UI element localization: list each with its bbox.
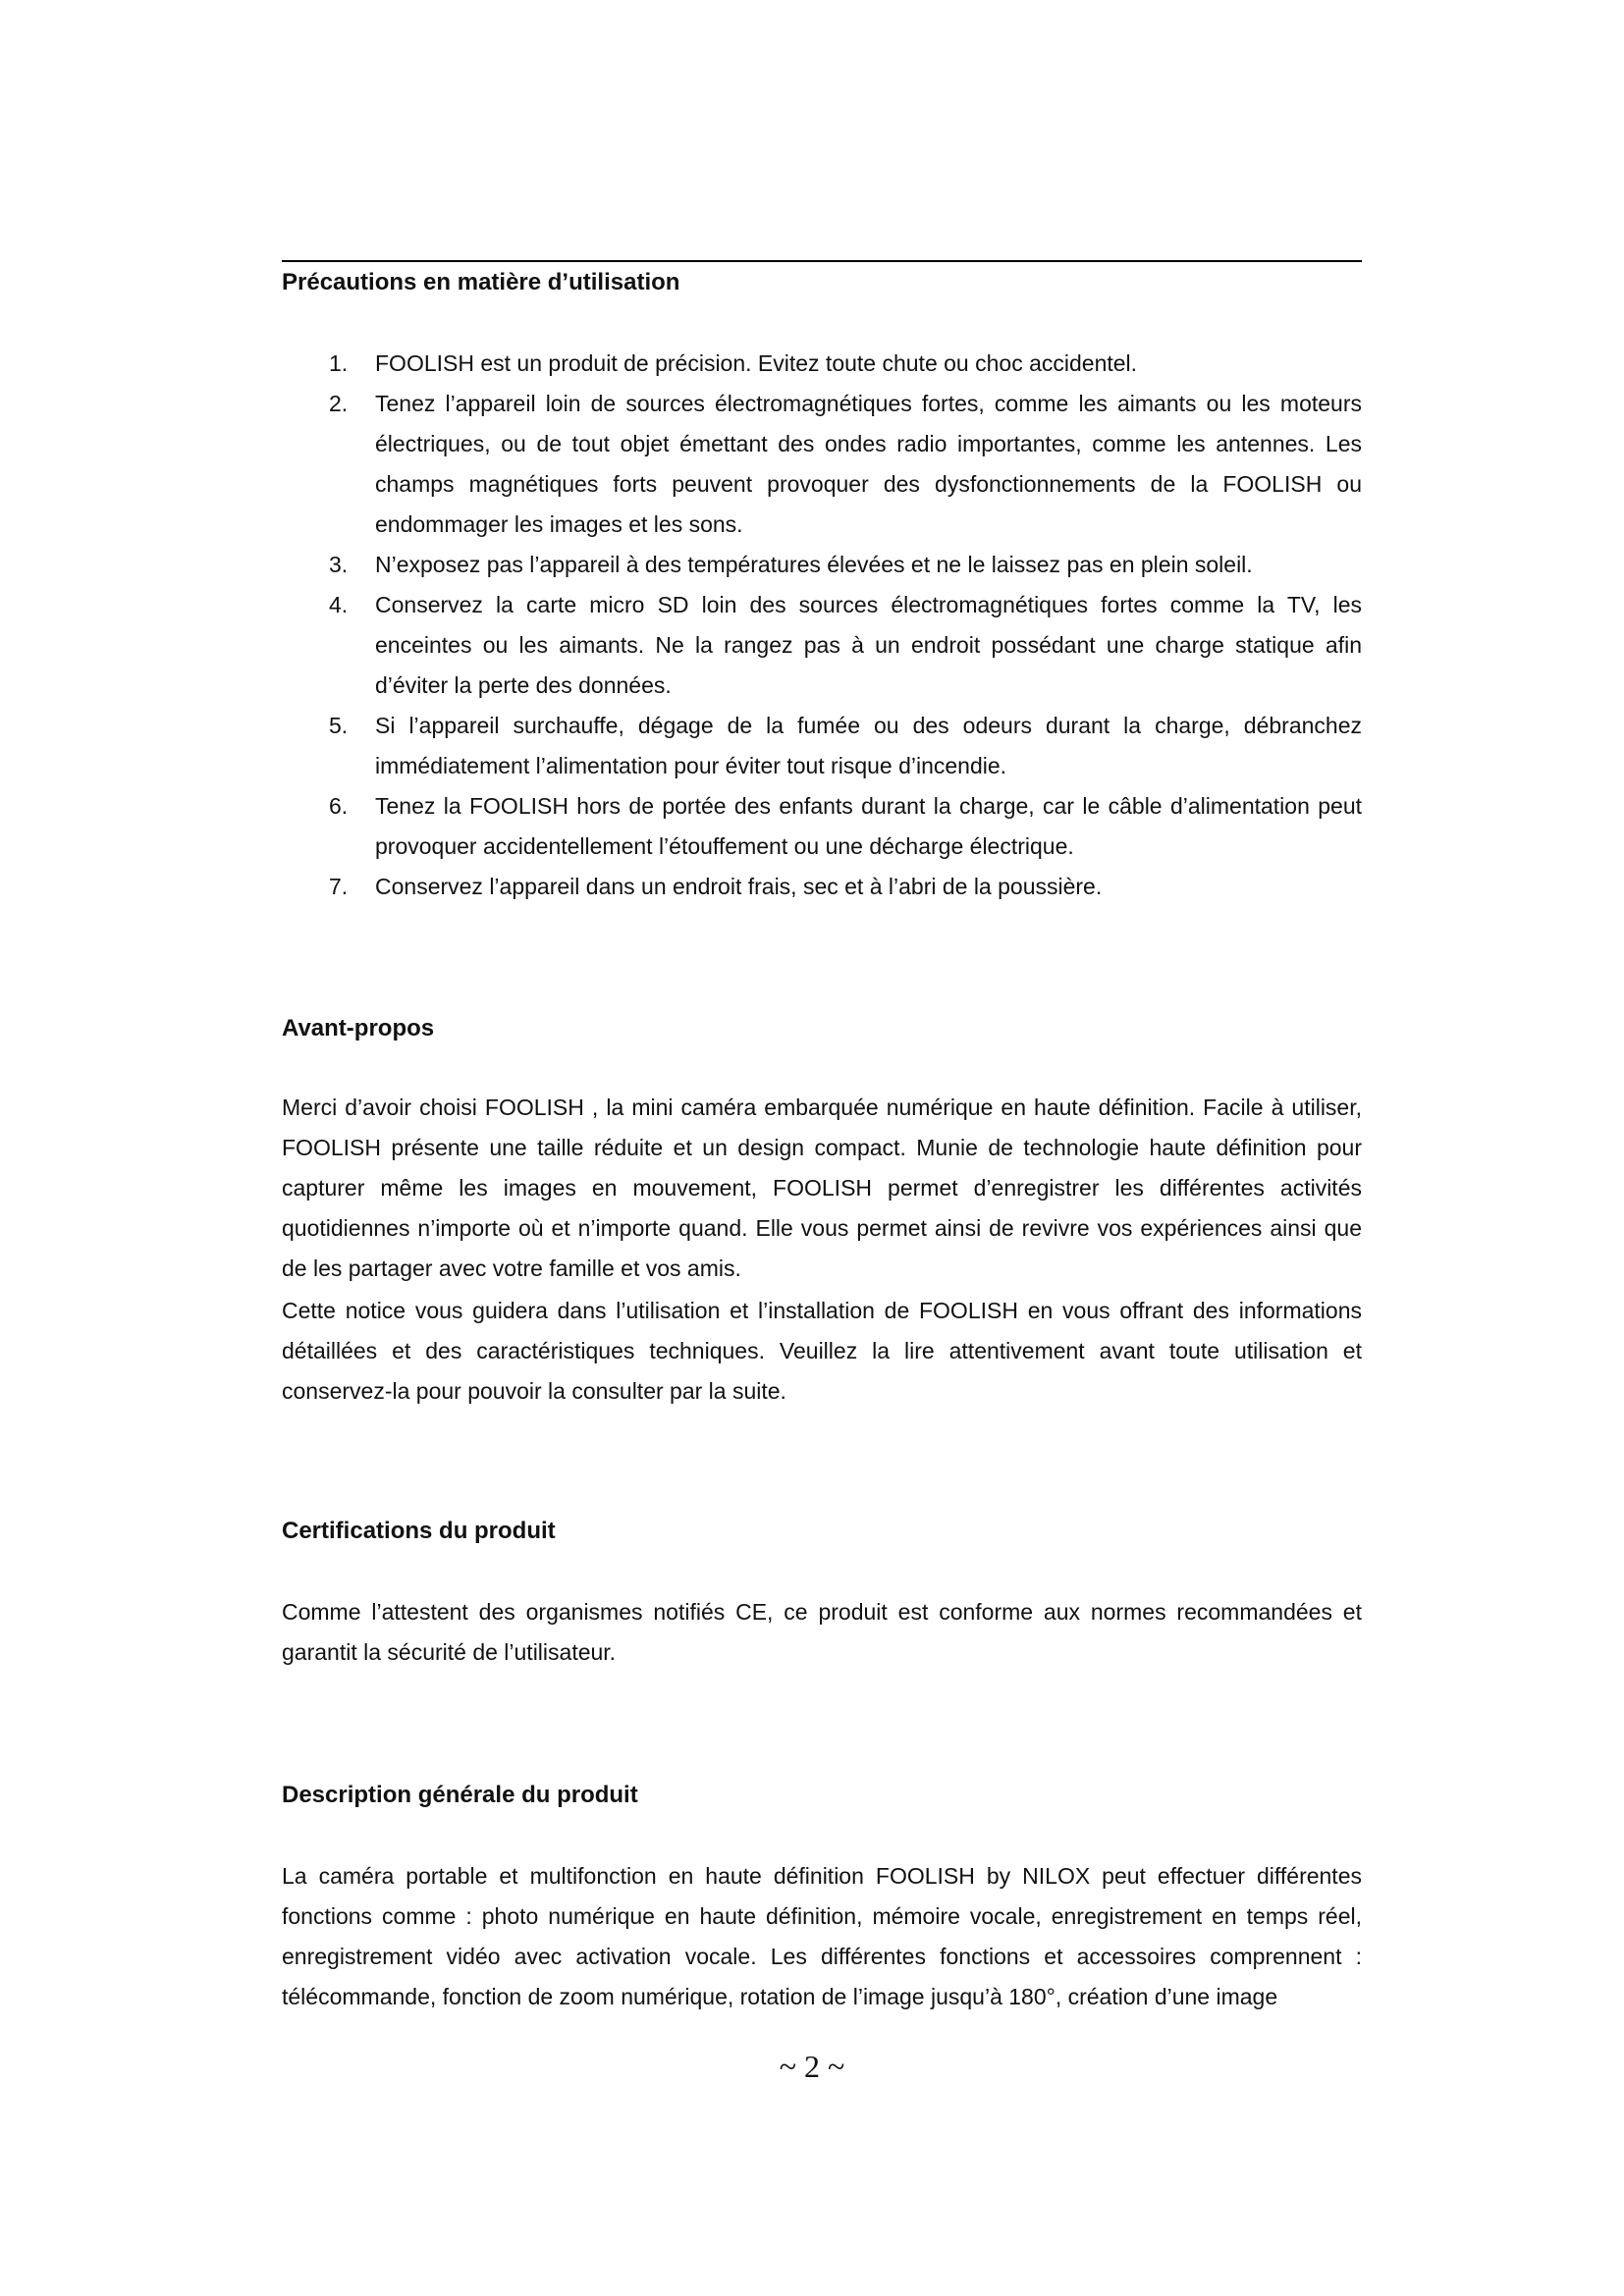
list-item-number: 6. xyxy=(329,793,349,819)
list-item-text: Tenez l’appareil loin de sources électromagnétiques fortes, comme les aimants ou les moteurs électriques, ou de tout objet émettant des ondes radio importantes, comme les antennes. Les champs magnétiques forts peuvent provoquer des dysfonctionnements de la FOOLISH ou endommager les images et les sons. xyxy=(375,391,1362,537)
precautions-heading: Précautions en matière d’utilisation xyxy=(282,269,680,295)
certifications-paragraph: Comme l’attestent des organismes notifiés CE, ce produit est conforme aux normes recommandées et garantit la sécurité de l’utilisateur. xyxy=(282,1599,1362,1665)
foreword-paragraph-2: Cette notice vous guidera dans l’utilisation et l’installation de FOOLISH en vous offrant des informations détaillées et des caractéristiques techniques. Veuillez la lire attentivement avant toute utilisation et conservez-la pour pouvoir la consulter par la suite. xyxy=(282,1298,1362,1404)
list-item-number: 1. xyxy=(329,350,349,376)
list-item xyxy=(282,867,1362,907)
top-horizontal-rule xyxy=(282,260,1362,262)
list-item xyxy=(282,545,1362,585)
description-paragraph: La caméra portable et multifonction en haute définition FOOLISH by NILOX peut effectuer différentes fonctions comme : photo numérique en haute définition, mémoire vocale, enregistrement en temps réel, enregistrement vidéo avec activation vocale. Les différentes fonctions et accessoires comprennent : télécommande, fonction de zoom numérique, rotation de l’image jusqu’à 180°, création d’une image xyxy=(282,1863,1362,2009)
list-item-text: Si l’appareil surchauffe, dégage de la fumée ou des odeurs durant la charge, débranchez immédiatement l’alimentation pour éviter tout risque d’incendie. xyxy=(375,713,1362,778)
list-item-text: FOOLISH est un produit de précision. Evitez toute chute ou choc accidentel. xyxy=(375,350,1138,376)
list-item xyxy=(282,786,1362,867)
list-item-number: 3. xyxy=(329,552,349,577)
list-item-text: Conservez la carte micro SD loin des sources électromagnétiques fortes comme la TV, les enceintes ou les aimants. Ne la rangez pas à un endroit possédant une charge statique afin d’éviter la perte des données. xyxy=(375,592,1362,698)
foreword-heading: Avant-propos xyxy=(282,1015,435,1041)
list-item-text: N’exposez pas l’appareil à des températures élevées et ne le laissez pas en plein soleil. xyxy=(375,552,1253,577)
list-item xyxy=(282,344,1362,384)
list-item xyxy=(282,585,1362,706)
list-item-text: Conservez l’appareil dans un endroit frais, sec et à l’abri de la poussière. xyxy=(375,874,1103,899)
page-number: ~ 2 ~ xyxy=(779,2049,845,2084)
certifications-heading: Certifications du produit xyxy=(282,1518,556,1544)
precautions-list xyxy=(282,344,1362,907)
description-heading: Description générale du produit xyxy=(282,1782,638,1808)
list-item xyxy=(282,706,1362,786)
foreword-paragraph-1: Merci d’avoir choisi FOOLISH , la mini caméra embarquée numérique en haute définition. Facile à utiliser, FOOLISH présente une taille réduite et un design compact. Munie de technologie haute définition pour capturer même les images en mouvement, FOOLISH permet d’enregistrer les différentes activités quotidiennes n’importe où et n’importe quand. Elle vous permet ainsi de revivre vos expériences ainsi que de les partager avec votre famille et vos amis. xyxy=(282,1095,1362,1281)
list-item-text: Tenez la FOOLISH hors de portée des enfants durant la charge, car le câble d’alimentation peut provoquer accidentellement l’étouffement ou une décharge électrique. xyxy=(375,793,1362,859)
list-item-number: 2. xyxy=(329,391,349,416)
list-item-number: 7. xyxy=(329,874,349,899)
list-item-number: 5. xyxy=(329,713,349,738)
list-item-number: 4. xyxy=(329,592,349,617)
list-item xyxy=(282,384,1362,545)
